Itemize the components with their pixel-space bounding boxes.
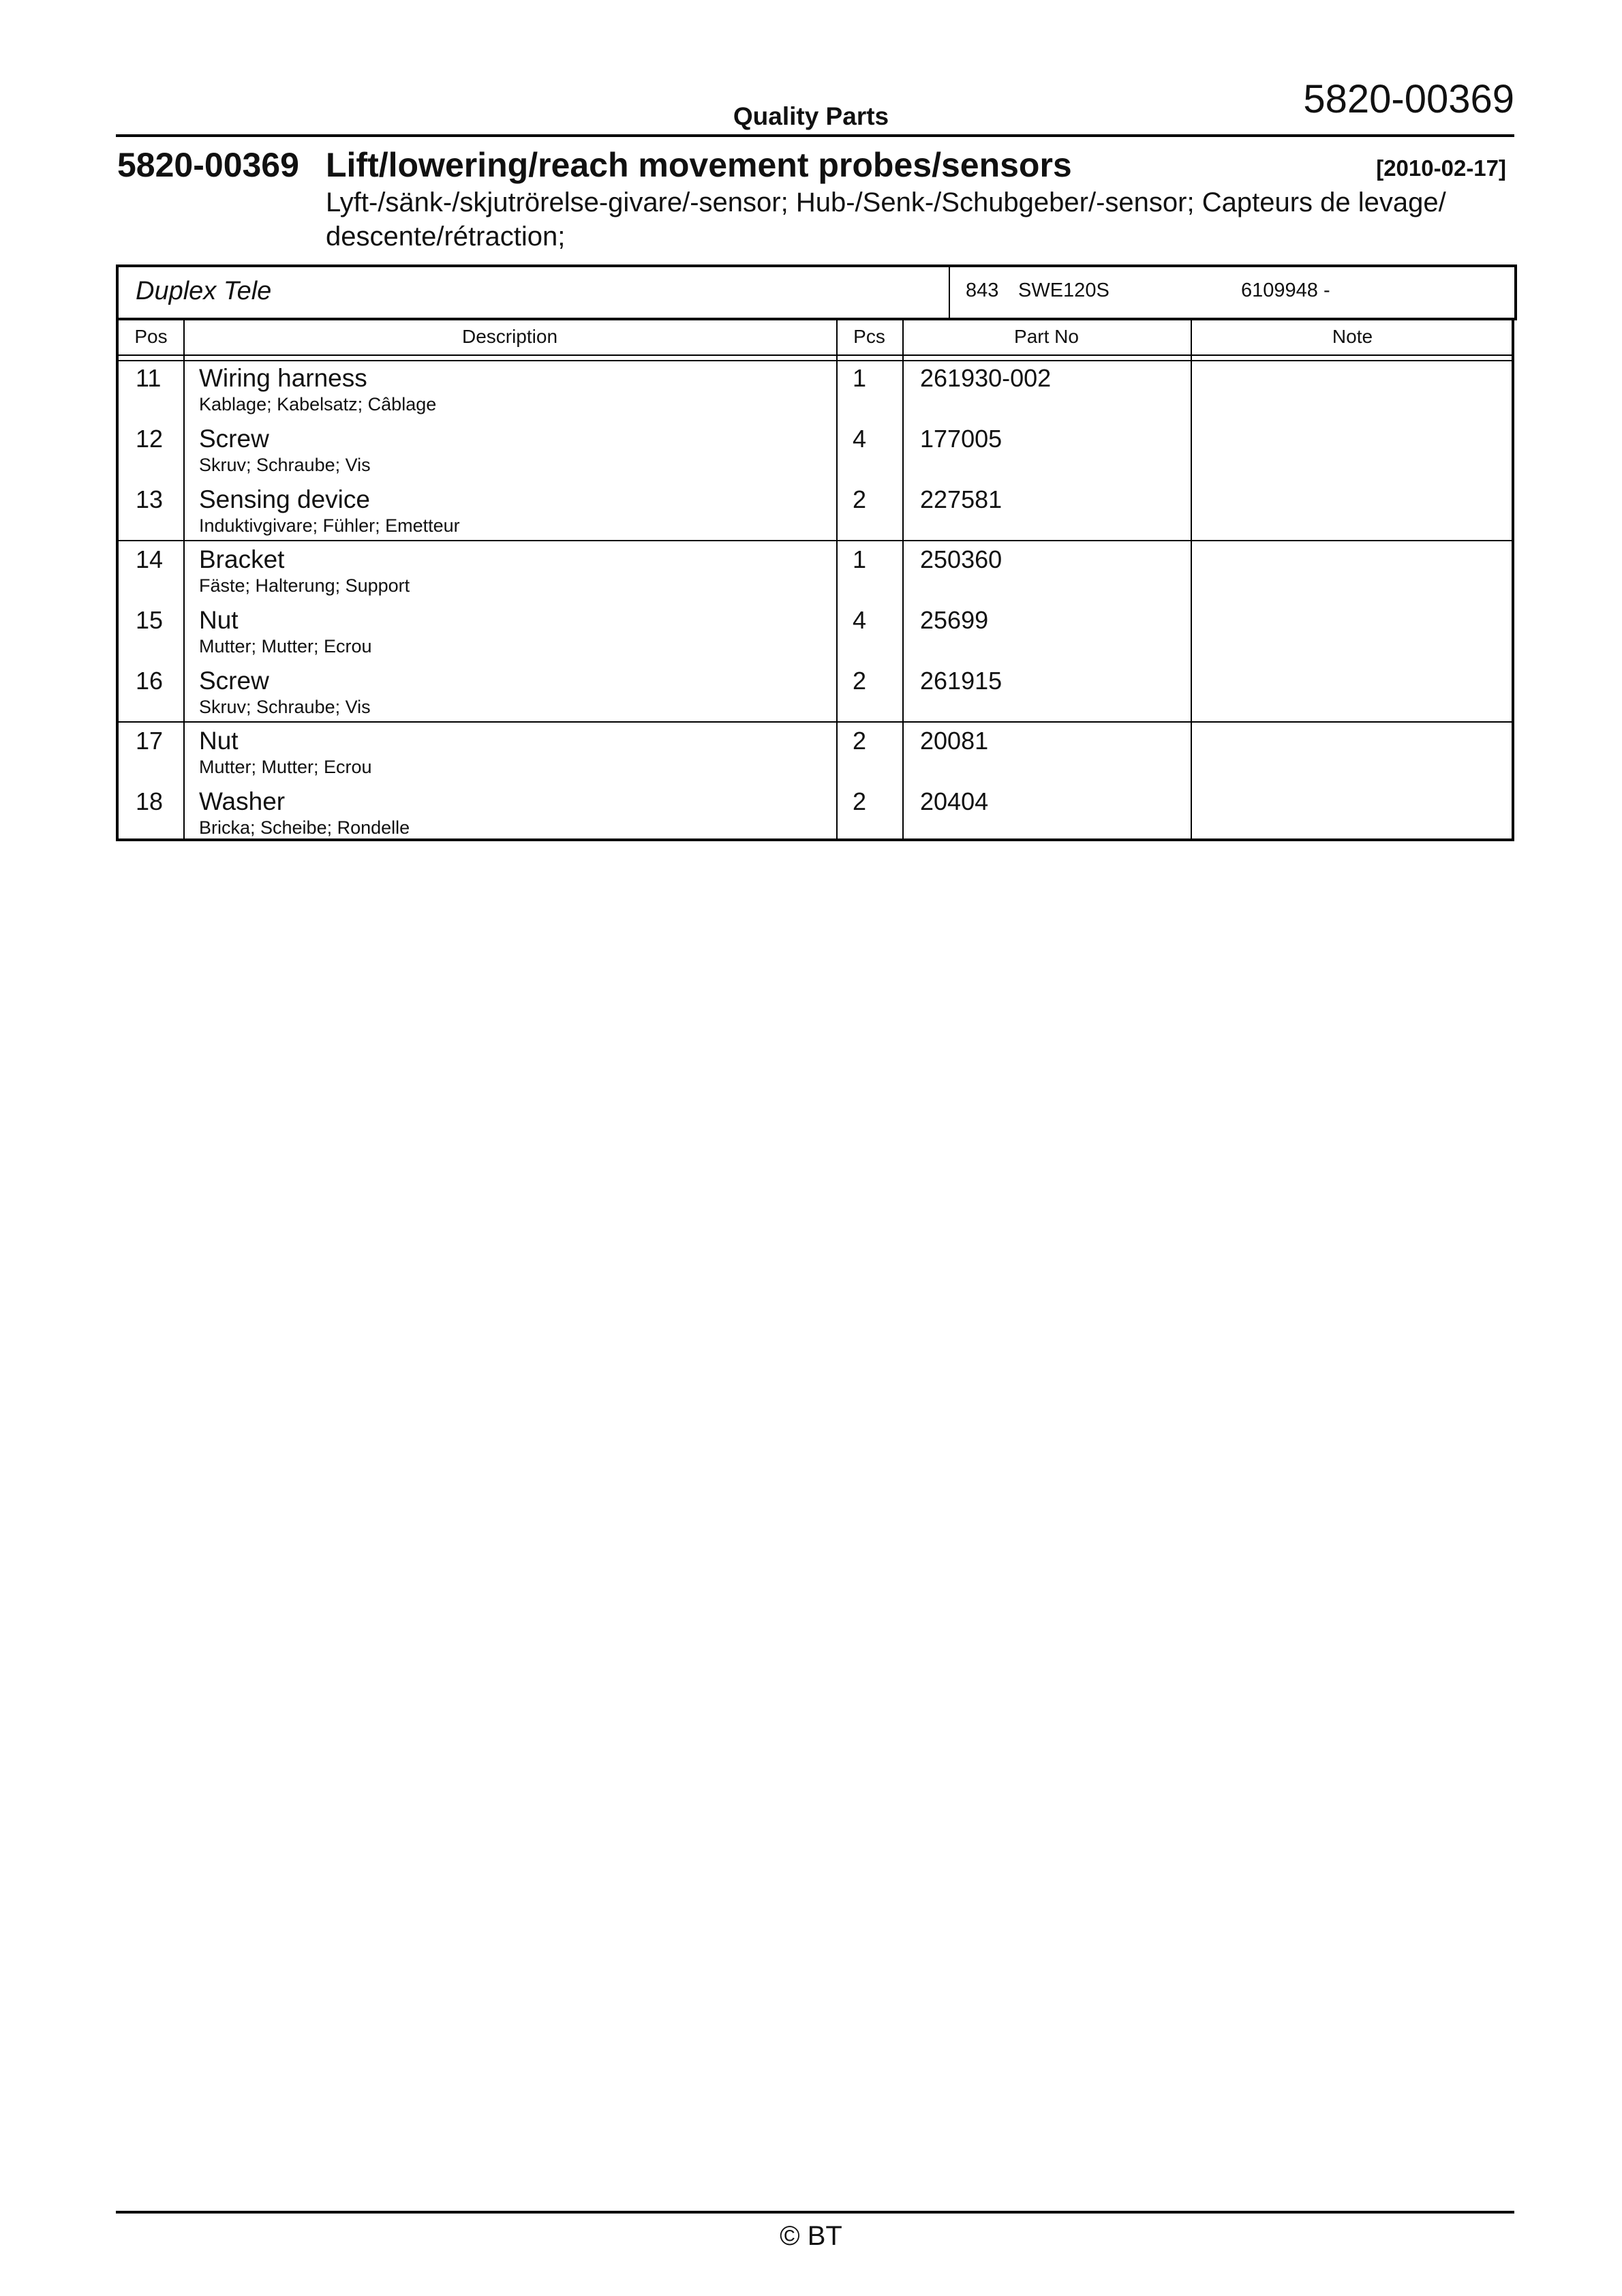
model-name: Duplex Tele <box>136 277 272 305</box>
row-pos: 14 <box>136 545 164 573</box>
row-part-no: 177005 <box>920 425 1003 453</box>
row-pcs: 2 <box>853 485 867 513</box>
model-type: SWE120S <box>1018 280 1110 301</box>
row-translations: Kablage; Kabelsatz; Câblage <box>199 394 437 414</box>
revision-date: [2010-02-17] <box>1376 155 1506 181</box>
model-divider <box>949 267 950 318</box>
group-title: Lift/lowering/reach movement probes/sensors <box>326 146 1072 184</box>
row-description: Washer <box>199 787 286 815</box>
column-divider <box>1191 318 1192 839</box>
row-part-no: 261930-002 <box>920 364 1052 392</box>
model-box <box>116 265 1517 320</box>
row-pcs: 4 <box>853 606 867 634</box>
row-translations: Induktivgivare; Fühler; Emetteur <box>199 515 460 536</box>
row-pos: 18 <box>136 787 164 815</box>
row-translations: Mutter; Mutter; Ecrou <box>199 636 372 656</box>
header-divider <box>116 134 1514 137</box>
row-pcs: 1 <box>853 364 867 392</box>
row-pcs: 2 <box>853 727 867 755</box>
column-divider <box>836 318 838 839</box>
row-part-no: 20081 <box>920 727 989 755</box>
row-pos: 15 <box>136 606 164 634</box>
row-part-no: 250360 <box>920 545 1003 573</box>
column-divider <box>902 318 904 839</box>
row-description: Bracket <box>199 545 285 573</box>
row-translations: Fäste; Halterung; Support <box>199 575 410 596</box>
column-header-note: Note <box>1332 326 1373 347</box>
row-description: Nut <box>199 606 239 634</box>
row-part-no: 25699 <box>920 606 989 634</box>
row-translations: Skruv; Schraube; Vis <box>199 697 371 717</box>
column-header-description: Description <box>461 326 558 347</box>
row-description: Screw <box>199 425 269 453</box>
row-part-no: 227581 <box>920 485 1003 513</box>
row-description: Nut <box>199 727 239 755</box>
group-number: 5820-00369 <box>117 146 299 184</box>
column-header-pcs: Pcs <box>853 326 885 347</box>
section-title: Quality Parts <box>733 102 889 130</box>
column-header-pos: Pos <box>134 326 168 347</box>
row-pos: 12 <box>136 425 164 453</box>
footer-divider <box>116 2211 1514 2214</box>
header-rule <box>119 354 1512 356</box>
parts-table <box>116 318 1514 841</box>
group-divider <box>119 721 1512 723</box>
group-divider <box>119 540 1512 541</box>
group-title-translations: Lyft-/sänk-/skjutrörelse-givare/-sensor; Hub-/Senk-/Schubgeber/-sensor; Capteurs de levage/ descente/rétraction; <box>326 187 1446 252</box>
model-serial: 6109948 - <box>1241 280 1330 301</box>
model-code: 843 <box>966 280 999 301</box>
row-description: Screw <box>199 667 269 695</box>
row-translations: Skruv; Schraube; Vis <box>199 455 371 475</box>
row-part-no: 261915 <box>920 667 1003 695</box>
row-description: Wiring harness <box>199 364 367 392</box>
row-pcs: 4 <box>853 425 867 453</box>
row-pos: 16 <box>136 667 164 695</box>
column-header-part-no: Part No <box>1014 326 1079 347</box>
row-pos: 13 <box>136 485 164 513</box>
row-pcs: 2 <box>853 787 867 815</box>
document-number: 5820-00369 <box>1303 77 1514 121</box>
copyright: © BT <box>780 2221 842 2251</box>
row-part-no: 20404 <box>920 787 989 815</box>
header-rule <box>119 360 1512 361</box>
row-description: Sensing device <box>199 485 370 513</box>
row-translations: Mutter; Mutter; Ecrou <box>199 757 372 777</box>
column-divider <box>183 318 185 839</box>
row-pcs: 2 <box>853 667 867 695</box>
row-translations: Bricka; Scheibe; Rondelle <box>199 817 410 838</box>
row-pcs: 1 <box>853 545 867 573</box>
row-pos: 17 <box>136 727 164 755</box>
row-pos: 11 <box>136 364 162 392</box>
